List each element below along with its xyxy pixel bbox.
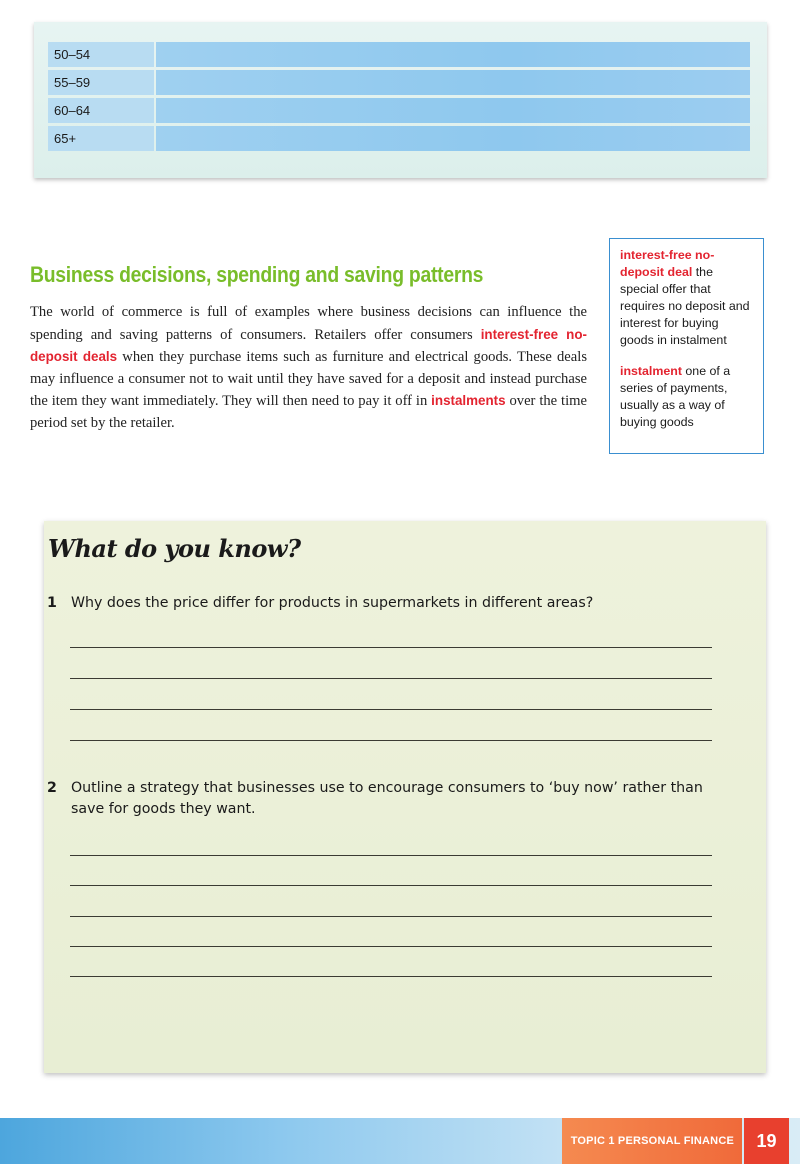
answer-line[interactable] (70, 855, 712, 856)
section-heading: Business decisions, spending and saving patterns (30, 262, 484, 287)
answer-line[interactable] (70, 709, 712, 710)
glossary-term: instalment (620, 364, 682, 378)
glossary-entry (620, 363, 754, 431)
answer-line[interactable] (70, 916, 712, 917)
key-term-instalments: instalments (431, 393, 506, 408)
table-row (48, 98, 750, 123)
answer-line[interactable] (70, 976, 712, 977)
age-range-cell: 55–59 (48, 70, 154, 95)
question-number: 2 (47, 780, 57, 796)
answer-line[interactable] (70, 740, 712, 741)
section-body-paragraph (30, 302, 587, 434)
body-text: when they purchase items such as furniture and electrical goods. These deals may influence a consumer not to wait until they have saved for a deposit and instead purchase the item they want immediately. They will then need to pay it off in (30, 349, 587, 409)
age-range-cell: 60–64 (48, 98, 154, 123)
page-number: 19 (744, 1118, 789, 1164)
table-row (48, 42, 750, 67)
footer-topic-label: TOPIC 1 PERSONAL FINANCE (562, 1118, 742, 1164)
glossary-box (609, 238, 764, 454)
answer-line[interactable] (70, 647, 712, 648)
age-range-cell: 50–54 (48, 42, 154, 67)
glossary-definition: one of a series of payments, usually as a way of buying goods (620, 364, 731, 429)
answer-line[interactable] (70, 678, 712, 679)
glossary-term: interest-free no-deposit deal (620, 248, 715, 279)
blank-answer-cell[interactable] (156, 126, 750, 151)
question-text: Why does the price differ for products in supermarkets in different areas? (71, 595, 594, 611)
glossary-definition: the special offer that requires no deposit and interest for buying goods in instalment (620, 265, 750, 347)
blank-answer-cell[interactable] (156, 70, 750, 95)
blank-answer-cell[interactable] (156, 98, 750, 123)
question-number: 1 (47, 595, 57, 611)
answer-line[interactable] (70, 946, 712, 947)
question-text: Outline a strategy that businesses use to encourage consumers to ‘buy now’ rather than save for goods they want. (71, 780, 703, 817)
body-text: over the time period set by the retailer. (30, 393, 587, 431)
key-term-interest-free: interest-free no-deposit deals (30, 326, 587, 364)
question-2 (47, 778, 737, 820)
answer-line[interactable] (70, 885, 712, 886)
age-range-cell: 65+ (48, 126, 154, 151)
blank-answer-cell[interactable] (156, 42, 750, 67)
table-row (48, 70, 750, 95)
glossary-entry (620, 247, 754, 349)
body-text: The world of commerce is full of examples where business decisions can influence the spending and saving patterns of consumers. Retailers offer consumers (30, 304, 587, 343)
question-1 (47, 593, 737, 614)
table-row (48, 126, 750, 151)
activity-title: What do you know? (48, 534, 301, 563)
age-table (48, 42, 750, 154)
